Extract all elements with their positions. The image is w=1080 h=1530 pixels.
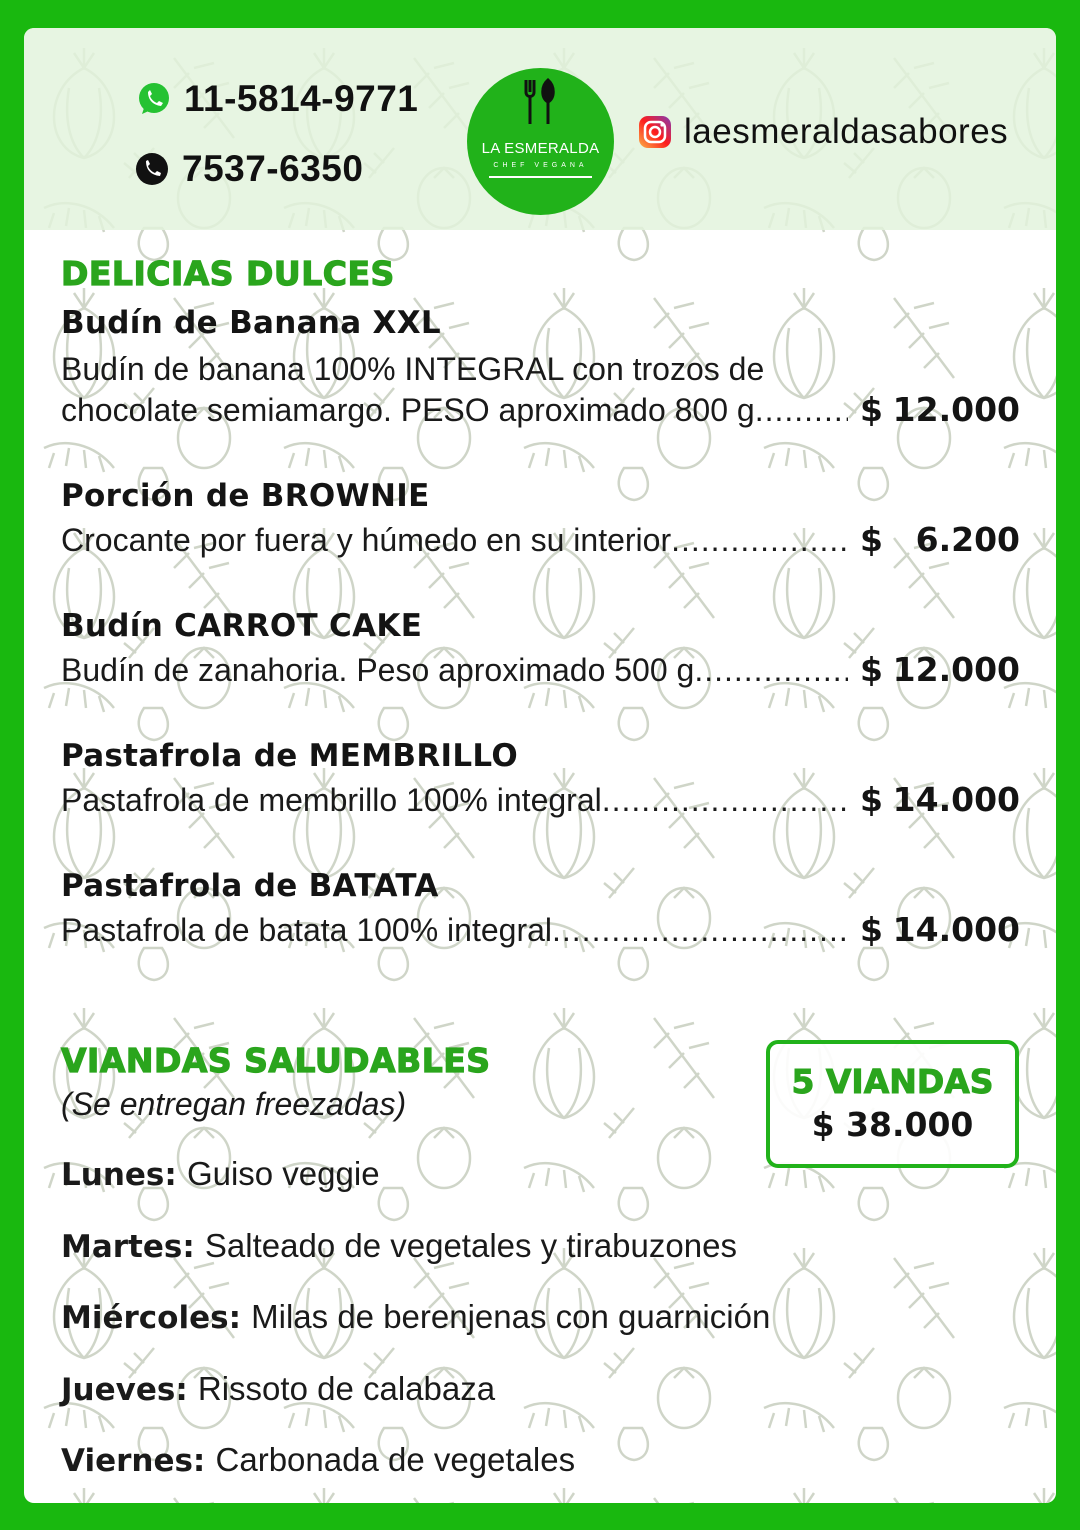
item-description-leader — [61, 522, 848, 559]
instagram-handle: laesmeraldasabores — [684, 112, 1009, 151]
dot-leader — [552, 912, 848, 949]
price-value: 12.000 — [892, 390, 1020, 429]
item-description: Budín de banana 100% INTEGRAL con trozos de — [61, 351, 765, 387]
weekday-label: Lunes: — [61, 1157, 177, 1193]
menu-card — [24, 28, 1056, 1503]
item-price — [860, 780, 1020, 819]
meal-name: Carbonada de vegetales — [215, 1441, 576, 1478]
logo-subtitle: CHEF VEGANA — [493, 162, 588, 169]
phone-icon — [134, 151, 170, 187]
meal-name: Salteado de vegetales y tirabuzones — [204, 1227, 737, 1264]
item-description: Budín de zanahoria. Peso aproximado 500 g — [61, 652, 695, 688]
item-description-leader — [61, 652, 848, 689]
phone-contact[interactable] — [132, 148, 363, 190]
whatsapp-contact[interactable] — [136, 78, 418, 120]
item-name: Budín CARROT CAKE — [61, 608, 423, 644]
viandas-promo-box — [766, 1040, 1019, 1168]
price-value: 14.000 — [892, 910, 1020, 949]
meal-name: Guiso veggie — [186, 1155, 380, 1192]
weekday-meal — [61, 1227, 737, 1265]
weekday-meal — [61, 1155, 380, 1193]
weekday-label: Miércoles: — [61, 1300, 241, 1336]
instagram-icon — [638, 115, 672, 149]
item-description: Pastafrola de membrillo 100% integral — [61, 782, 602, 818]
logo — [467, 68, 614, 215]
dot-leader — [694, 652, 848, 689]
weekday-meal — [61, 1298, 770, 1336]
meal-name: Milas de berenjenas con guarnición — [251, 1298, 771, 1335]
cutlery-icon — [522, 78, 558, 126]
currency-symbol: $ — [860, 520, 883, 559]
dot-leader — [602, 782, 848, 819]
weekday-label: Martes: — [61, 1229, 195, 1265]
currency-symbol: $ — [860, 650, 883, 689]
item-description-leader — [61, 912, 848, 949]
currency-symbol: $ — [860, 780, 883, 819]
item-price — [860, 520, 1020, 559]
item-name: Budín de Banana XXL — [61, 305, 441, 341]
item-description: chocolate semiamargo. PESO aproximado 800 g — [61, 392, 755, 428]
weekday-meal — [61, 1441, 575, 1479]
phone-number: 7537-6350 — [182, 148, 364, 189]
weekday-label: Jueves: — [61, 1372, 188, 1408]
item-name: Pastafrola de BATATA — [61, 868, 439, 904]
header-band — [24, 28, 1056, 230]
delivery-note: (Se entregan freezadas) — [61, 1086, 407, 1122]
item-name: Porción de BROWNIE — [61, 478, 430, 514]
promo-price: $ 38.000 — [811, 1105, 974, 1144]
whatsapp-icon — [136, 81, 172, 117]
item-description: Crocante por fuera y húmedo en su interior — [61, 522, 672, 558]
item-price — [860, 650, 1020, 689]
item-description-leader — [61, 782, 848, 819]
dot-leader — [671, 522, 848, 559]
dot-leader — [755, 392, 848, 429]
whatsapp-number: 11-5814-9771 — [184, 78, 419, 119]
instagram-contact[interactable] — [638, 112, 1008, 152]
weekday-meal — [61, 1370, 495, 1408]
currency-symbol: $ — [860, 910, 883, 949]
item-price — [860, 390, 1020, 429]
meal-name: Rissoto de calabaza — [197, 1370, 496, 1407]
logo-underline — [489, 176, 592, 178]
currency-symbol: $ — [860, 390, 883, 429]
weekday-label: Viernes: — [61, 1443, 206, 1479]
price-value: 12.000 — [892, 650, 1020, 689]
price-value: 14.000 — [892, 780, 1020, 819]
item-description-leader — [61, 392, 848, 429]
promo-quantity: 5 VIANDAS — [791, 1062, 994, 1101]
logo-name: LA ESMERALDA — [481, 140, 600, 157]
item-description: Pastafrola de batata 100% integral — [61, 912, 552, 948]
item-price — [860, 910, 1020, 949]
section-title-viandas: VIANDAS SALUDABLES — [61, 1041, 491, 1080]
section-title-dulces: DELICIAS DULCES — [61, 254, 395, 293]
item-name: Pastafrola de MEMBRILLO — [61, 738, 518, 774]
price-value: 6.200 — [915, 520, 1020, 559]
